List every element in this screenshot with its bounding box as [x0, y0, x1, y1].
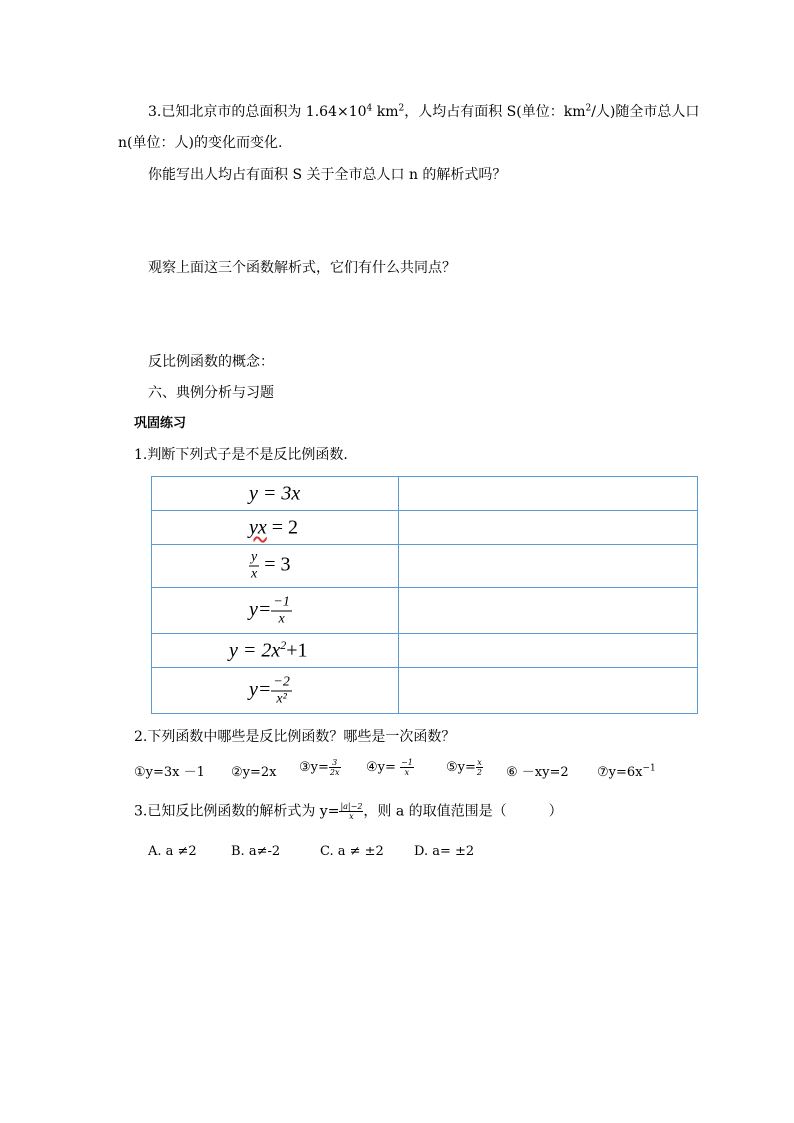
table-row — [152, 545, 698, 588]
expr-6: y= $\frac{-2}{\text{x²}}$ — [249, 674, 290, 706]
q3-prompt: 3.已知反比例函数的解析式为 y= $\frac{|a|-2}{x}$ ，则 a 的取值范围是（ ） — [134, 802, 563, 821]
q2-option-5: ⑤y= $\frac{x}{2}$ — [446, 758, 482, 777]
question-3-line-2: n(单位：人)的变化而变化. — [118, 135, 283, 151]
expr-3: $\frac{y}{x}$ = 3 — [251, 549, 291, 582]
expr-5: $y = 2x^2+1$ — [229, 637, 308, 661]
answer-cell — [399, 511, 698, 545]
practice-title: 巩固练习 — [134, 416, 187, 431]
expr-2: yx = 2 — [249, 516, 299, 538]
table-row — [152, 511, 698, 545]
expr-1: y = 3x — [249, 482, 301, 504]
observe-prompt: 观察上面这三个函数解析式，它们有什么共同点？ — [148, 260, 456, 276]
q3-choice-c: C. a ≠ ±2 — [320, 844, 384, 859]
q3-choice-b: B. a≠-2 — [231, 844, 281, 859]
table-row — [152, 588, 698, 634]
expr-4: y= $\frac{-1}{x}$ — [249, 594, 290, 626]
q1-prompt: 1.判断下列式子是不是反比例函数. — [134, 447, 348, 463]
q3-choice-d: D. a= ±2 — [414, 844, 475, 859]
answer-cell — [399, 668, 698, 714]
q3-choice-a: A. a ≠2 — [148, 844, 197, 859]
table-row — [152, 477, 698, 511]
q2-option-3: ③y= $\frac{3}{2x}$ — [299, 758, 340, 777]
concept-label: 反比例函数的概念： — [148, 354, 274, 370]
q2-option-1: ①y=3x －1 — [134, 765, 205, 780]
q2-option-7: $⑦y=6x^{-1}$ — [597, 763, 656, 780]
q2-option-2: ②y=2x — [231, 765, 277, 780]
section-six-heading: 六、典例分析与习题 — [148, 385, 274, 401]
table-row — [152, 668, 698, 714]
q2-prompt: 2.下列函数中哪些是反比例函数？哪些是一次函数？ — [134, 729, 456, 745]
answer-cell — [399, 545, 698, 588]
question-3-line-3: 你能写出人均占有面积 S 关于全市总人口 n 的解析式吗？ — [148, 167, 507, 183]
answer-cell — [399, 477, 698, 511]
q2-option-4: ④y= $\frac{-1}{x}$ — [366, 758, 413, 777]
answer-cell — [399, 634, 698, 668]
question-3-line-1: 3.已知北京市的总面积为 $1.64\times 10^4$ $km^2$，人均占有面积 S(单位：$km^2/$人)随全市总人口 — [148, 103, 700, 120]
answer-cell — [399, 588, 698, 634]
q2-option-6: ⑥ －xy=2 — [506, 765, 569, 780]
q1-table — [151, 476, 698, 714]
table-row — [152, 634, 698, 668]
